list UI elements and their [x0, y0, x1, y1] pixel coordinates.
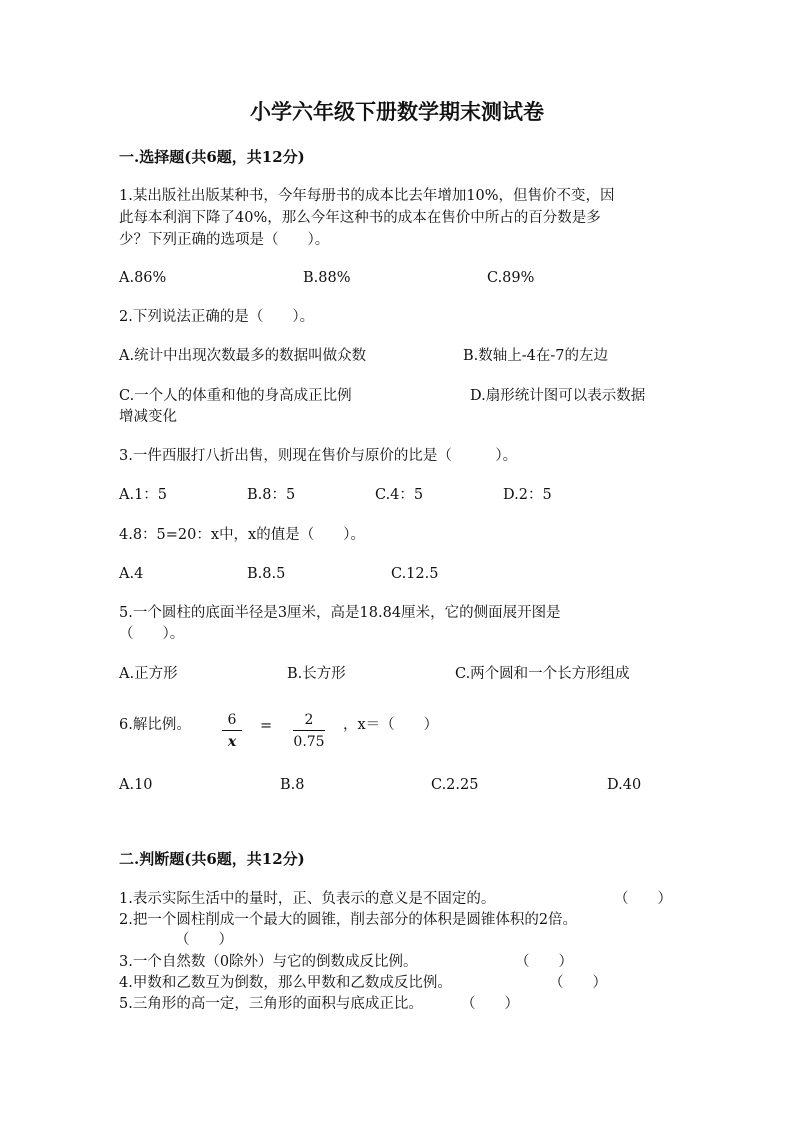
- fraction-2-denominator: 0.75: [293, 734, 325, 750]
- question-5-option-b: B.长方形: [287, 666, 346, 682]
- page-title: 小学六年级下册数学期末测试卷: [250, 99, 544, 124]
- fraction-1-bar: [222, 730, 242, 731]
- fraction-2-bar: [293, 730, 325, 731]
- judgement-item-3: 3.一个自然数（0除外）与它的倒数成反比例。: [119, 954, 418, 970]
- question-5-option-a: A.正方形: [119, 666, 178, 682]
- question-1-line-2: 此每本利润下降了40%，那么今年这种书的成本在售价中所占的百分数是多: [119, 210, 601, 226]
- judgement-item-2-blank: （ ）: [175, 932, 233, 948]
- question-3-option-c: C.4：5: [375, 487, 424, 503]
- question-3-option-a: A.1：5: [119, 487, 168, 503]
- judgement-item-1-blank: （ ）: [614, 891, 672, 907]
- question-3-option-b: B.8：5: [247, 487, 296, 503]
- question-3-stem: 3.一件西服打八折出售，则现在售价与原价的比是（ ）。: [119, 448, 518, 464]
- question-2-option-a: A.统计中出现次数最多的数据叫做众数: [119, 348, 367, 364]
- question-6-option-b: B.8: [280, 777, 305, 793]
- fraction-2-numerator: 2: [304, 712, 314, 728]
- question-1-option-c: C.89%: [487, 270, 535, 286]
- question-2-option-d-line-1: D.扇形统计图可以表示数据: [470, 388, 646, 404]
- question-4-option-a: A.4: [119, 566, 144, 582]
- question-2-option-d-line-2: 增减变化: [119, 409, 177, 425]
- judgement-item-1: 1.表示实际生活中的量时，正、负表示的意义是不固定的。: [119, 891, 496, 907]
- question-6-option-d: D.40: [607, 777, 642, 793]
- question-3-option-d: D.2：5: [503, 487, 552, 503]
- fraction-1-numerator: 6: [227, 712, 237, 728]
- question-5-line-2: （ ）。: [119, 626, 185, 642]
- judgement-item-4: 4.甲数和乙数互为倒数，那么甲数和乙数成反比例。: [119, 975, 452, 991]
- question-1-line-3: 少？下列正确的选项是（ ）。: [119, 232, 330, 248]
- judgement-item-3-blank: （ ）: [515, 954, 573, 970]
- question-1-option-b: B.88%: [303, 270, 351, 286]
- question-4-option-c: C.12.5: [391, 566, 439, 582]
- question-1-line-1: 1.某出版社出版某种书，今年每册书的成本比去年增加10%，但售价不变，因: [119, 188, 615, 204]
- question-6-prefix: 6.解比例。: [119, 717, 191, 733]
- question-4-stem: 4.8：5=20：x中，x的值是（ ）。: [119, 527, 365, 543]
- question-5-option-c: C.两个圆和一个长方形组成: [455, 666, 630, 682]
- question-6-option-c: C.2.25: [431, 777, 479, 793]
- fraction-1-denominator: x: [227, 734, 237, 750]
- question-5-line-1: 5.一个圆柱的底面半径是3厘米，高是18.84厘米，它的侧面展开图是: [119, 605, 561, 621]
- question-6-option-a: A.10: [119, 777, 153, 793]
- equals-sign: =: [260, 718, 273, 734]
- question-4-option-b: B.8.5: [247, 566, 286, 582]
- question-2-option-b: B.数轴上-4在-7的左边: [463, 348, 609, 364]
- judgement-item-5: 5.三角形的高一定，三角形的面积与底成正比。: [119, 996, 423, 1012]
- section-heading-choice: 一.选择题(共6题，共12分): [119, 148, 305, 166]
- question-2-option-c: C.一个人的体重和他的身高成正比例: [119, 388, 352, 404]
- section-heading-judgement: 二.判断题(共6题，共12分): [119, 850, 305, 868]
- judgement-item-2: 2.把一个圆柱削成一个最大的圆锥，削去部分的体积是圆锥体积的2倍。: [119, 912, 578, 928]
- question-6-suffix: ，x＝（ ）: [343, 717, 439, 733]
- question-2-stem: 2.下列说法正确的是（ ）。: [119, 309, 315, 325]
- judgement-item-4-blank: （ ）: [549, 975, 607, 991]
- question-1-option-a: A.86%: [119, 270, 167, 286]
- judgement-item-5-blank: （ ）: [461, 996, 519, 1012]
